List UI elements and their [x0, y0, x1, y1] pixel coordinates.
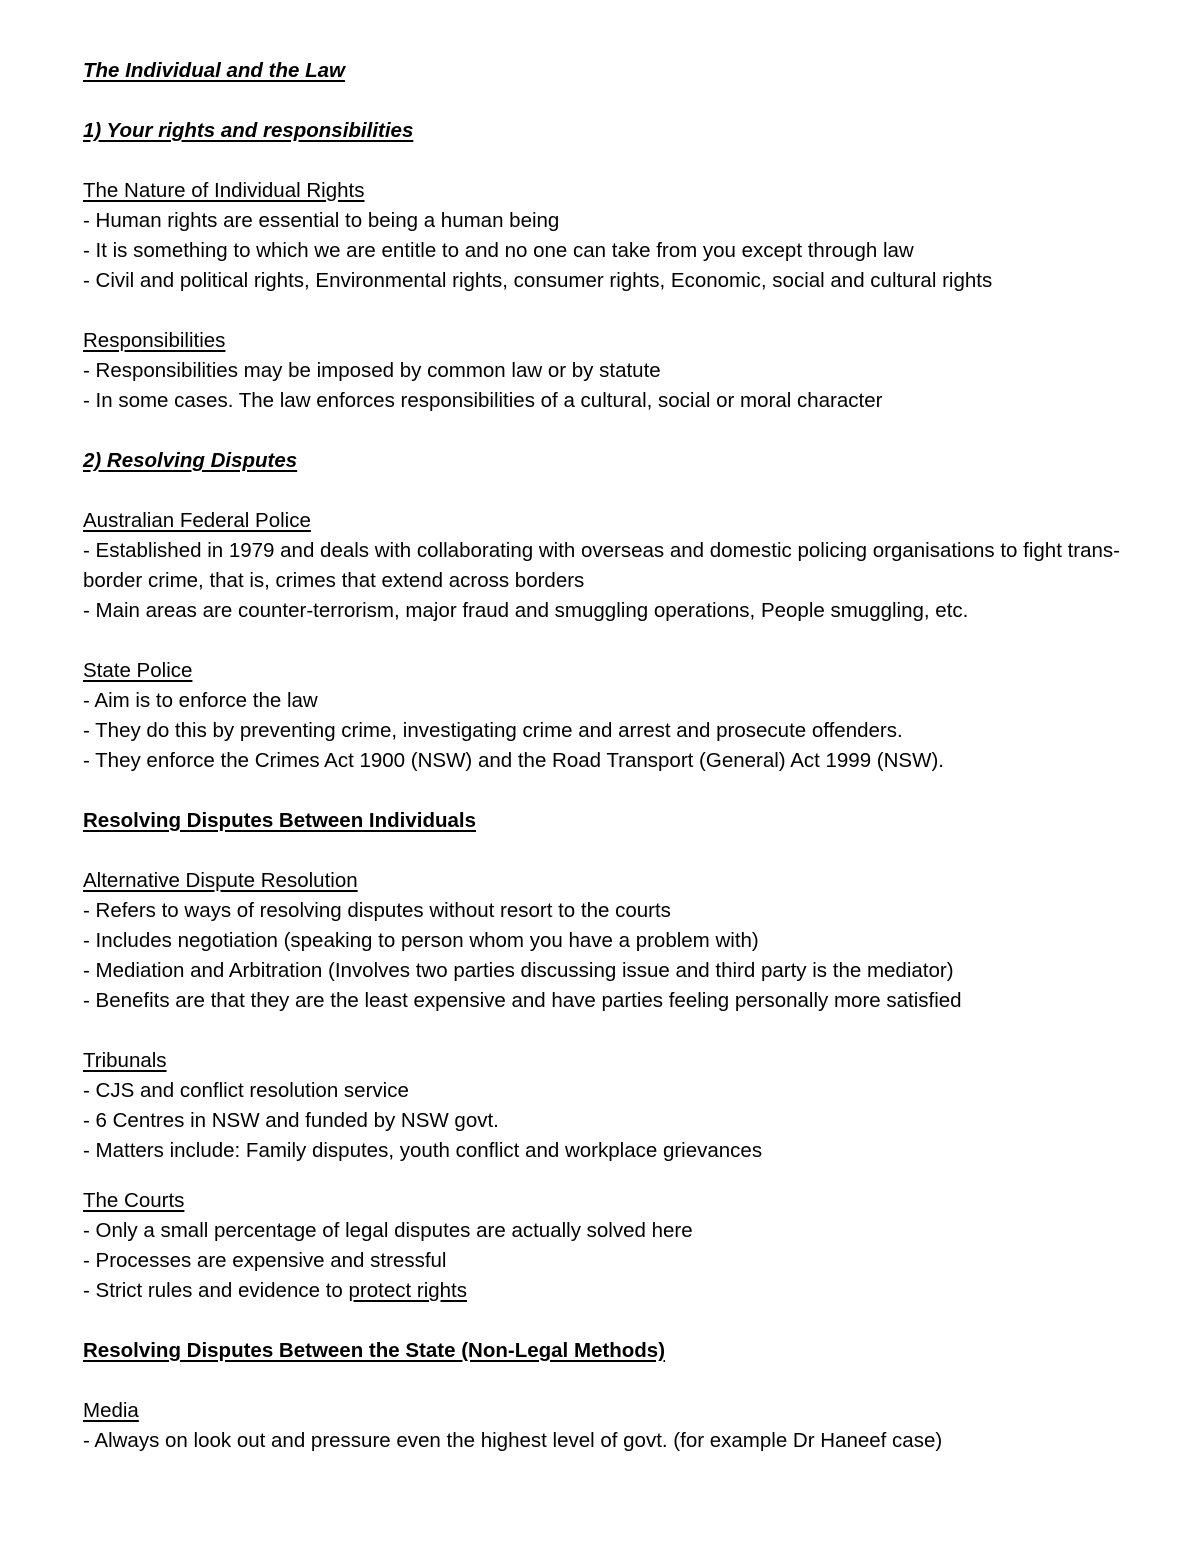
section-heading-between-state: Resolving Disputes Between the State (Non-Legal Methods) — [83, 1339, 666, 1362]
list-item: - Mediation and Arbitration (Involves two parties discussing issue and third party is the mediator) — [83, 959, 954, 982]
list-item: - Matters include: Family disputes, youth conflict and workplace grievances — [83, 1139, 763, 1162]
list-item: - They do this by preventing crime, investigating crime and arrest and prosecute offenders. — [83, 719, 903, 742]
list-item: - In some cases. The law enforces responsibilities of a cultural, social or moral character — [83, 389, 883, 412]
list-item-text: - Strict rules and evidence to — [83, 1279, 349, 1302]
list-item: - Civil and political rights, Environmental rights, consumer rights, Economic, social and cultural rights — [83, 269, 993, 292]
list-item: - Includes negotiation (speaking to person whom you have a problem with) — [83, 929, 759, 952]
subheading-adr: Alternative Dispute Resolution — [83, 869, 358, 892]
section-heading-resolving-disputes: 2) Resolving Disputes — [83, 449, 298, 472]
list-item: - Always on look out and pressure even the highest level of govt. (for example Dr Haneef case) — [83, 1429, 943, 1452]
list-item: - Main areas are counter-terrorism, major fraud and smuggling operations, People smuggling, etc. — [83, 599, 969, 622]
list-item: - They enforce the Crimes Act 1900 (NSW) and the Road Transport (General) Act 1999 (NSW). — [83, 749, 944, 772]
section-heading-rights: 1) Your rights and responsibilities — [83, 119, 414, 142]
document-title: The Individual and the Law — [83, 59, 345, 82]
list-item — [83, 1276, 1173, 1306]
subheading-tribunals: Tribunals — [83, 1049, 167, 1072]
subheading-responsibilities: Responsibilities — [83, 329, 226, 352]
subheading-nature-of-rights: The Nature of Individual Rights — [83, 179, 365, 202]
list-item: - 6 Centres in NSW and funded by NSW govt. — [83, 1109, 499, 1132]
list-item: - CJS and conflict resolution service — [83, 1079, 409, 1102]
list-item: - Processes are expensive and stressful — [83, 1249, 447, 1272]
subheading-state-police: State Police — [83, 659, 193, 682]
list-item: - It is something to which we are entitle to and no one can take from you except through law — [83, 239, 914, 262]
list-item: - Aim is to enforce the law — [83, 689, 318, 712]
list-item: - Responsibilities may be imposed by common law or by statute — [83, 359, 661, 382]
subheading-media: Media — [83, 1399, 139, 1422]
document-page — [83, 56, 1173, 1456]
list-item: - Refers to ways of resolving disputes without resort to the courts — [83, 899, 671, 922]
section-heading-between-individuals: Resolving Disputes Between Individuals — [83, 809, 477, 832]
subheading-afp: Australian Federal Police — [83, 509, 311, 532]
protect-rights-text: protect rights — [348, 1279, 467, 1302]
subheading-courts: The Courts — [83, 1189, 185, 1212]
list-item: - Benefits are that they are the least expensive and have parties feeling personally more satisfied — [83, 989, 962, 1012]
list-item: - Human rights are essential to being a human being — [83, 209, 560, 232]
list-item: - Established in 1979 and deals with collaborating with overseas and domestic policing organisations to fight trans-border crime, that is, crimes that extend across borders — [83, 539, 1120, 592]
list-item: - Only a small percentage of legal disputes are actually solved here — [83, 1219, 693, 1242]
